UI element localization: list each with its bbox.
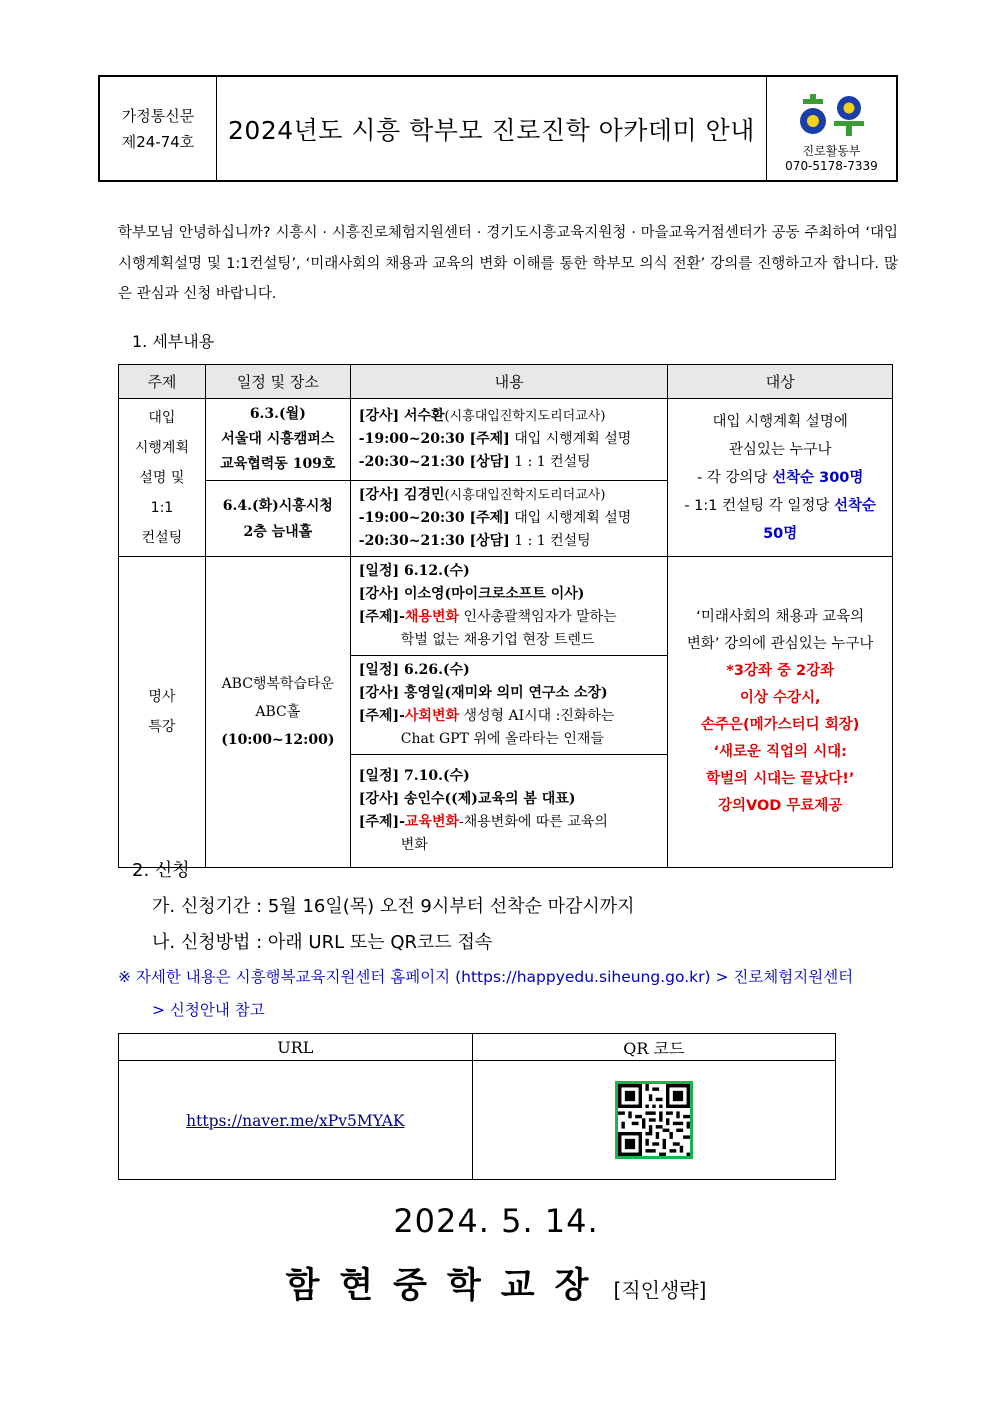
tag-label: [주제]- bbox=[358, 814, 405, 830]
time-text: -19:00~20:30 bbox=[358, 510, 470, 526]
issue-date: 2024. 5. 14. bbox=[393, 1202, 599, 1240]
target-cell bbox=[668, 557, 893, 868]
target-highlight: 학벌의 시대는 끝났다!’ bbox=[706, 771, 855, 787]
schedule-place: 서울대 시흥캠퍼스 bbox=[221, 431, 335, 447]
schedule-place: 교육협력동 109호 bbox=[220, 456, 336, 472]
doc-number: 제24-74호 bbox=[121, 132, 195, 151]
theme-highlight: 교육변화 bbox=[404, 814, 460, 830]
apply-url-link[interactable]: https://naver.me/xPv5MYAK bbox=[186, 1111, 405, 1130]
content-text: 대입 시행계획 설명 bbox=[509, 431, 632, 447]
content-text: 1 : 1 컨설팅 bbox=[509, 533, 591, 549]
dept-info bbox=[766, 77, 896, 180]
lecture-cell bbox=[350, 755, 668, 868]
document-header bbox=[98, 75, 898, 182]
lecture-cell bbox=[350, 557, 668, 656]
lecture-cell bbox=[350, 656, 668, 755]
target-highlight: ‘새로운 직업의 시대: bbox=[713, 744, 847, 760]
target-highlight: 손주은(메가스터디 회장) bbox=[701, 717, 860, 733]
target-line: - 1:1 컨설팅 각 일정당 bbox=[684, 497, 834, 514]
tag-label: [주제]- bbox=[358, 609, 405, 625]
theme-highlight: 채용변화 bbox=[404, 609, 460, 625]
schedule-date: 6.4.(화)시흥시청 bbox=[222, 497, 333, 514]
lecture-speaker: [강사] 이소영(마이크로소프트 이사) bbox=[358, 586, 585, 602]
topic-line: 특강 bbox=[148, 719, 176, 735]
school-logo-icon bbox=[799, 94, 865, 136]
col-header-content: 내용 bbox=[350, 365, 668, 399]
qr-code-icon[interactable] bbox=[615, 1081, 693, 1159]
target-highlight: 50명 bbox=[763, 525, 798, 542]
dept-phone: 070-5178-7339 bbox=[785, 159, 878, 173]
url-header: URL bbox=[119, 1034, 473, 1061]
lecture-theme: 생성형 AI시대 :진화하는 bbox=[459, 708, 615, 724]
target-highlight: 강의VOD 무료제공 bbox=[717, 798, 843, 814]
tag-label: [상담] bbox=[469, 454, 510, 470]
topic-line: 설명 및 bbox=[139, 469, 185, 486]
topic-line: 대입 bbox=[148, 409, 176, 426]
topic-cell bbox=[119, 399, 206, 557]
intro-paragraph: 학부모님 안녕하십니까? 시흥시 · 시흥진로체험지원센터 · 경기도시흥교육지원청 · 마을교육거점센터가 공동 주최하여 ‘대입시행계획설명 및 1:1컨설팅’, ‘미래사회의 채용과 교육의 변화 이해를 통한 학부모 의식 전환’ 강의를 진행하고자 합니다. 많은 관심과 신청 바랍니다. bbox=[118, 225, 898, 302]
tag-label: [주제] bbox=[469, 431, 510, 447]
tag-label: [주제]- bbox=[358, 708, 405, 724]
content-cell bbox=[350, 399, 668, 481]
target-highlight: 선착순 bbox=[834, 497, 877, 514]
table-row bbox=[119, 399, 893, 481]
signature-line bbox=[0, 1258, 992, 1308]
qr-header: QR 코드 bbox=[472, 1034, 835, 1061]
target-cell bbox=[668, 399, 893, 557]
target-highlight: 이상 수강시, bbox=[739, 690, 821, 706]
lecture-theme: 변화 bbox=[400, 837, 428, 853]
schedule-cell bbox=[205, 481, 350, 557]
topic-cell bbox=[119, 557, 206, 868]
details-table bbox=[118, 364, 893, 868]
url-qr-table bbox=[118, 1033, 836, 1180]
tag-label: [주제] bbox=[469, 510, 510, 526]
lecture-theme: Chat GPT 위에 올라타는 인재들 bbox=[400, 731, 604, 747]
target-line: - 각 강의당 bbox=[696, 469, 773, 486]
doc-type: 가정통신문 bbox=[121, 106, 195, 125]
col-header-target: 대상 bbox=[668, 365, 893, 399]
target-line: 대입 시행계획 설명에 bbox=[712, 413, 848, 430]
apply-period: 가. 신청기간 : 5월 16일(목) 오전 9시부터 선착순 마감시까지 bbox=[152, 896, 635, 917]
page-title: 2024년도 시흥 학부모 진로진학 아카데미 안내 bbox=[228, 115, 755, 145]
schedule-place: 2층 늠내홀 bbox=[243, 523, 313, 540]
schedule-date: 6.3.(월) bbox=[249, 406, 306, 422]
table-header-row bbox=[119, 365, 893, 399]
time-text: -19:00~20:30 bbox=[358, 431, 470, 447]
section-title-details: 1. 세부내용 bbox=[132, 332, 215, 351]
url-cell bbox=[119, 1061, 473, 1180]
lecture-date: [일정] 7.10.(수) bbox=[358, 768, 470, 784]
topic-line: 컨설팅 bbox=[141, 529, 183, 546]
tag-label: [강사] bbox=[358, 408, 400, 424]
target-line: ‘미래사회의 채용과 교육의 bbox=[696, 609, 865, 625]
time-text: -20:30~21:30 bbox=[358, 533, 470, 549]
tag-label: [강사] bbox=[358, 487, 400, 503]
content-cell bbox=[350, 481, 668, 557]
table-row bbox=[119, 557, 893, 656]
signer-name: 함현중학교장 bbox=[285, 1266, 609, 1306]
dept-name: 진로활동부 bbox=[802, 144, 861, 158]
lecture-theme: 인사총괄책임자가 말하는 bbox=[459, 609, 617, 625]
speaker-note: (시흥대입진학지도리더교사) bbox=[444, 488, 606, 503]
theme-highlight: 사회변화 bbox=[404, 708, 460, 724]
speaker-name: 김경민 bbox=[399, 487, 445, 503]
lecture-theme: -채용변화에 따른 교육의 bbox=[459, 814, 608, 830]
schedule-place: ABC홀 bbox=[255, 704, 301, 720]
target-line: 관심있는 누구나 bbox=[728, 441, 832, 458]
lecture-date: [일정] 6.26.(수) bbox=[358, 662, 470, 678]
lecture-speaker: [강사] 송인수((제)교육의 봄 대표) bbox=[358, 791, 576, 807]
topic-line: 1:1 bbox=[150, 499, 174, 516]
col-header-topic: 주제 bbox=[119, 365, 206, 399]
doc-info bbox=[100, 77, 217, 180]
tag-label: [상담] bbox=[469, 533, 510, 549]
lecture-speaker: [강사] 홍영일(재미와 의미 연구소 소장) bbox=[358, 685, 608, 701]
stamp-note: [직인생략] bbox=[613, 1278, 707, 1302]
lecture-theme: 학벌 없는 채용기업 현장 트렌드 bbox=[400, 632, 595, 648]
content-text: 1 : 1 컨설팅 bbox=[509, 454, 591, 470]
target-line: 변화’ 강의에 관심있는 누구나 bbox=[686, 636, 874, 652]
apply-method: 나. 신청방법 : 아래 URL 또는 QR코드 접속 bbox=[152, 932, 493, 953]
qr-cell bbox=[472, 1061, 835, 1180]
col-header-schedule: 일정 및 장소 bbox=[205, 365, 350, 399]
topic-line: 시행계획 bbox=[134, 439, 189, 456]
lecture-date: [일정] 6.12.(수) bbox=[358, 563, 470, 579]
target-highlight: *3강좌 중 2강좌 bbox=[726, 663, 835, 679]
time-text: -20:30~21:30 bbox=[358, 454, 470, 470]
notice-line: > 신청안내 참고 bbox=[152, 1001, 265, 1019]
schedule-cell bbox=[205, 557, 350, 868]
target-highlight: 선착순 300명 bbox=[772, 469, 864, 486]
notice-line: ※ 자세한 내용은 시흥행복교육지원센터 홈페이지 (https://happyedu.siheung.go.kr) > 진로체험지원센터 bbox=[118, 968, 854, 986]
topic-line: 명사 bbox=[148, 689, 176, 705]
schedule-cell bbox=[205, 399, 350, 481]
schedule-time: (10:00~12:00) bbox=[221, 732, 335, 748]
section-title-apply: 2. 신청 bbox=[132, 860, 190, 881]
speaker-name: 서수환 bbox=[399, 408, 445, 424]
content-text: 대입 시행계획 설명 bbox=[509, 510, 632, 526]
schedule-place: ABC행복학습타운 bbox=[221, 676, 335, 692]
speaker-note: (시흥대입진학지도리더교사) bbox=[444, 409, 606, 424]
